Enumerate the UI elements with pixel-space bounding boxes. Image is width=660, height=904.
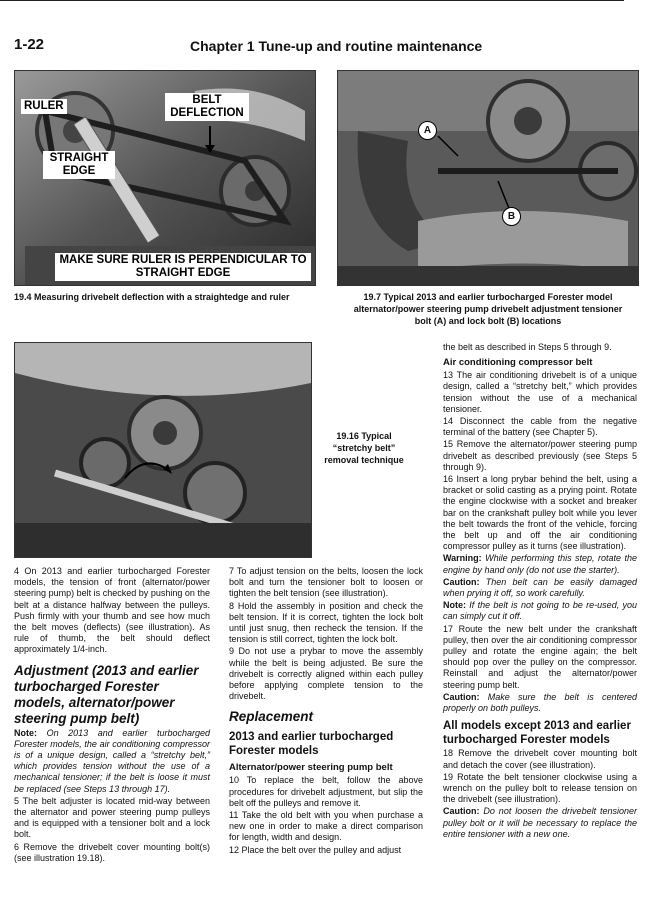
caution-note-1 [443, 577, 637, 599]
text-column-2 [229, 566, 423, 857]
callout-b: B [502, 207, 521, 226]
caption-fig-19-16: 19.16 Typical “stretchy belt” removal technique [324, 431, 404, 465]
note-label: Note: [14, 727, 37, 738]
warning-note [443, 553, 637, 575]
caution-label-2: Caution: [443, 691, 480, 702]
figure-19-7-photo [337, 70, 639, 286]
warning-text: While performing this step, rotate the engine by hand only (do not use the starter). [443, 553, 637, 575]
heading-all-models: All models except 2013 and earlier turbocharged Forester models [443, 720, 631, 747]
caution-label-3: Caution: [443, 806, 480, 817]
subheading-ac-belt: Air conditioning compressor belt [443, 357, 593, 369]
paragraph-8: 8 Hold the assembly in position and check the belt tension. If it is correct, tighten the lock bolt until just snug, then recheck the tension. If the tension is still correct, tighten the lock bolt. [229, 600, 423, 645]
subheading-alternator-belt: Alternator/power steering pump belt [229, 762, 393, 774]
note-cut-off [443, 600, 637, 622]
paragraph-7: 7 To adjust tension on the belts, loosen the lock bolt and turn the tensioner bolt to loosen or tighten the belt tension (see illustration). [229, 566, 423, 599]
paragraph-4: 4 On 2013 and earlier turbocharged Forester models, the tension of front (alternator/power steering pump) belt is checked by pushing on the belt at a distance halfway between the pulleys. Push firmly with your thumb and see how much the belt moves (deflects) (see illustration). As rule of thumb, the belt should deflect approximately 1/4-inch. [14, 566, 210, 655]
paragraph-continued: the belt as described in Steps 5 through 9. [443, 342, 612, 352]
turbo-engine-photo-image [338, 71, 638, 285]
paragraph-5: 5 The belt adjuster is located mid-way between the alternator and power steering pump pulleys and is equipped with a tensioner bolt and a lock bolt. [14, 795, 210, 840]
paragraph-9: 9 Do not use a prybar to move the assembly while the belt is being adjusted. Be sure the drivebelt is correctly aligned within each pulley before applying complete tension to the drivebelt. [229, 646, 423, 702]
heading-adjustment: Adjustment (2013 and earlier turbocharged Forester models, alternator/power steering pump belt) [14, 662, 199, 726]
chapter-title: Chapter 1 Tune-up and routine maintenance [190, 38, 483, 54]
caption-fig-19-7: 19.7 Typical 2013 and earlier turbocharged Forester model alternator/power steering pump drivebelt adjustment tensioner bolt (A) and lock bolt (B) locations [353, 292, 623, 326]
paragraph-11: 11 Take the old belt with you when purchase a new one in order to make a direct comparison for length, width and design. [229, 810, 423, 843]
paragraph-6: 6 Remove the drivebelt cover mounting bolt(s) (see illustration 19.18). [14, 841, 210, 863]
paragraph-12: 12 Place the belt over the pulley and adjust [229, 844, 402, 855]
paragraph-16: 16 Insert a long prybar behind the belt, using a bracket or solid casting as a prying point. Rotate the engine clockwise with a socket and breaker bar on the crankshaft pulley bolt while you lever the belt towards the front of the vehicle, forcing the belt up and off the air conditioning compressor pulley as it turns (see illustration). [443, 474, 637, 552]
note-adjustment [14, 728, 210, 795]
paragraph-19: 19 Rotate the belt tensioner clockwise using a wrench on the pulley bolt to release tension on the drivebelt (see illustration). [443, 771, 637, 805]
paragraph-15: 15 Remove the alternator/power steering pump drivebelt as described previously (see Steps 5 through 9). [443, 439, 637, 472]
figure-19-4-photo [14, 70, 316, 286]
caution-note-2 [443, 692, 637, 714]
paragraph-14: 14 Disconnect the cable from the negative terminal of the battery (see Chapter 5). [443, 416, 637, 438]
paragraph-17: 17 Route the new belt under the crankshaft pulley, then over the air conditioning compressor pulley and rotate the engine again; the belt should pop over the pulley on the compressor. Reinstall and adjust the alternator/power steering pump belt. [443, 623, 637, 690]
caution-text-3: Do not loosen the drivebelt tensioner pulley bolt or it will be necessary to replace the entire tensioner with a new one. [443, 806, 637, 839]
note-text-2: If the belt is not going to be re-used, you can simply cut it off. [443, 600, 637, 622]
callout-a: A [418, 121, 437, 140]
page-number: 1-22 [14, 36, 45, 53]
caution-note-3 [443, 806, 637, 840]
caution-label-1: Caution: [443, 576, 480, 587]
caution-text-1: Then belt can be easily damaged when prying it off, so work carefully. [443, 576, 637, 599]
subheading-turbo-forester: 2013 and earlier turbocharged Forester models [229, 731, 394, 758]
paragraph-10: 10 To replace the belt, follow the above procedures for drivebelt adjustment, but slip the belt off the pulleys and remove it. [229, 775, 423, 808]
paragraph-13: 13 The air conditioning drivebelt is of a unique design, called a “stretchy belt,” which provides tension without the use of a mechanical tensioner. [443, 370, 637, 414]
heading-replacement: Replacement [229, 709, 314, 725]
label-ruler: RULER [21, 99, 67, 114]
figure-19-16-photo [14, 342, 312, 558]
warning-label: Warning: [443, 553, 482, 564]
paragraph-18: 18 Remove the drivebelt cover mounting bolt and detach the cover (see illustration). [443, 748, 637, 770]
stretchy-belt-photo-image [15, 343, 311, 557]
caution-text-2: Make sure the belt is centered properly on both pulleys. [443, 691, 637, 714]
text-column-3 [443, 342, 637, 841]
label-belt-deflection: BELT DEFLECTION [165, 93, 249, 121]
label-straight-edge: STRAIGHT EDGE [43, 151, 115, 179]
label-make-sure: MAKE SURE RULER IS PERPENDICULAR TO STRAIGHT EDGE [55, 253, 311, 281]
note-text: On 2013 and earlier turbocharged Forester models, the air conditioning compressor is of a unique design, called a “stretchy belt,” which provides tension without the use of a mechanical tensioner; if the belt is loose it must be replaced (see Steps 13 through 17). [14, 727, 210, 794]
text-column-1 [14, 566, 210, 865]
note-label-2: Note: [443, 600, 466, 611]
header-rule [0, 0, 624, 1]
caption-fig-19-4: 19.4 Measuring drivebelt deflection with a straightedge and ruler [14, 292, 290, 302]
